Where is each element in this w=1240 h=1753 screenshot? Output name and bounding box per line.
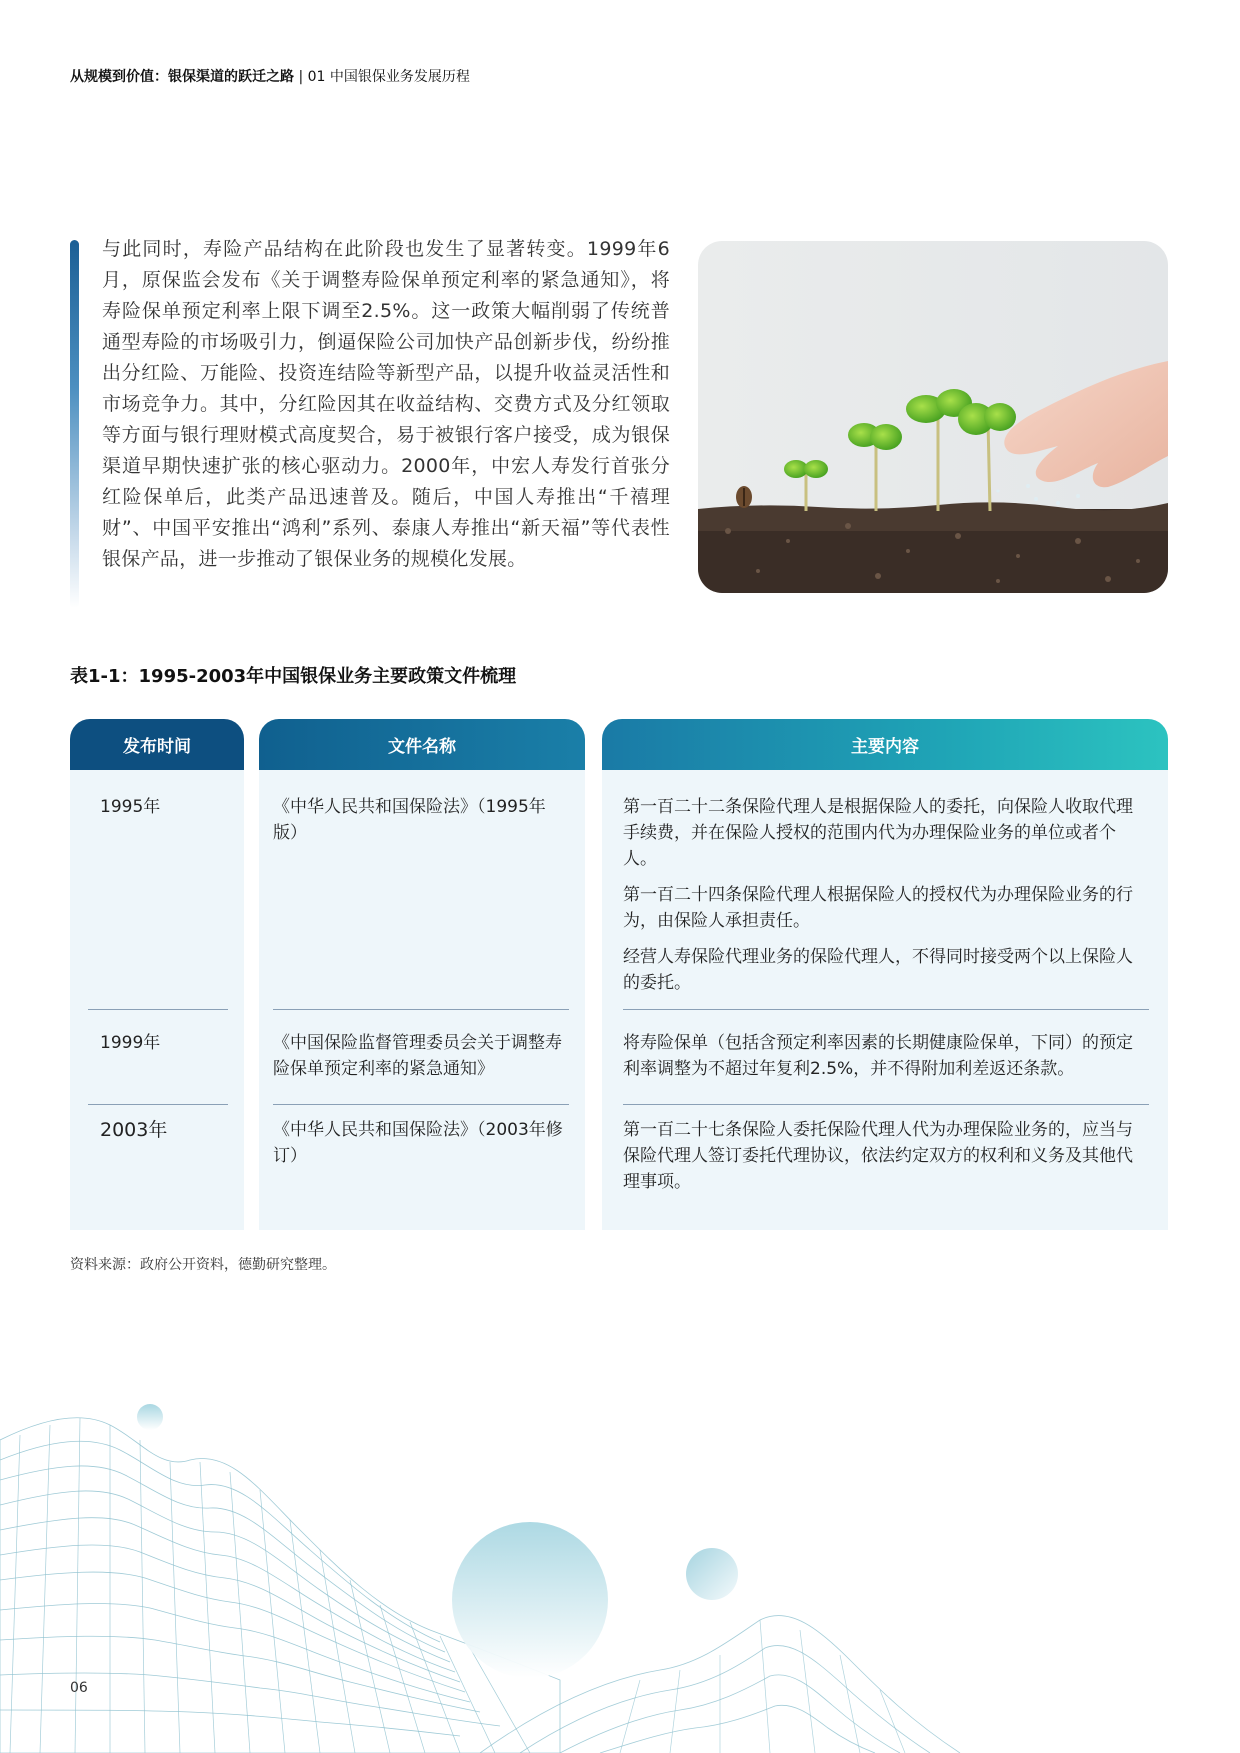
row-1999-content — [623, 1030, 1143, 1092]
report-title: 从规模到价值：银保渠道的跃迁之路 — [70, 69, 294, 85]
seedlings-photo — [698, 241, 1168, 593]
page-header — [70, 66, 470, 86]
row-2003-year: 2003年 — [100, 1119, 168, 1141]
row-divider — [88, 1104, 228, 1105]
row-2003-content — [623, 1117, 1143, 1205]
row-divider — [623, 1104, 1149, 1105]
content-paragraph: 第一百二十四条保险代理人根据保险人的授权代为办理保险业务的行为，由保险人承担责任。 — [623, 885, 1133, 931]
row-2003-document: 《中华人民共和国保险法》（2003年修订） — [273, 1120, 563, 1166]
row-1995-year: 1995年 — [100, 797, 161, 817]
content-paragraph: 将寿险保单（包括含预定利率因素的长期健康险保单，下同）的预定利率调整为不超过年复利2.5%，并不得附加利差返还条款。 — [623, 1033, 1133, 1079]
source-note: 资料来源：政府公开资料，德勤研究整理。 — [70, 1257, 336, 1273]
page-number: 06 — [70, 1680, 88, 1696]
header-content: 主要内容 — [602, 719, 1168, 770]
intro-accent-bar — [70, 240, 79, 608]
row-1999-year: 1999年 — [100, 1033, 161, 1053]
row-1995-content — [623, 794, 1143, 1006]
content-paragraph: 经营人寿保险代理业务的保险代理人，不得同时接受两个以上保险人的委托。 — [623, 947, 1133, 993]
wireframe-mountains-decoration — [0, 1380, 1240, 1753]
content-paragraph: 第一百二十七条保险人委托保险代理人代为办理保险业务的，应当与保险代理人签订委托代理协议，依法约定双方的权利和义务及其他代理事项。 — [623, 1120, 1133, 1192]
content-paragraph: 第一百二十二条保险代理人是根据保险人的委托，向保险人收取代理手续费，并在保险人授权的范围内代为办理保险业务的单位或者个人。 — [623, 797, 1133, 869]
intro-paragraph: 与此同时，寿险产品结构在此阶段也发生了显著转变。1999年6月，原保监会发布《关于调整寿险保单预定利率的紧急通知》，将寿险保单预定利率上限下调至2.5%。这一政策大幅削弱了传统普通型寿险的市场吸引力，倒逼保险公司加快产品创新步伐，纷纷推出分红险、万能险、投资连结险等新型产品，以提升收益灵活性和市场竞争力。其中，分红险因其在收益结构、交费方式及分红领取等方面与银行理财模式高度契合，易于被银行客户接受，成为银保渠道早期快速扩张的核心驱动力。2000年，中宏人寿发行首张分红险保单后，此类产品迅速普及。随后，中国人寿推出“千禧理财”、中国平安推出“鸿利”系列、泰康人寿推出“新天福”等代表性银保产品，进一步推动了银保业务的规模化发展。 — [102, 238, 670, 570]
header-document: 文件名称 — [259, 719, 585, 770]
header-separator: | — [298, 69, 304, 85]
row-divider — [623, 1009, 1149, 1010]
row-divider — [88, 1009, 228, 1010]
table-title: 表1-1：1995-2003年中国银保业务主要政策文件梳理 — [70, 666, 517, 687]
row-divider — [273, 1009, 569, 1010]
section-title: 01 中国银保业务发展历程 — [307, 69, 470, 85]
row-1995-document: 《中华人民共和国保险法》（1995年版） — [273, 797, 546, 843]
row-divider — [273, 1104, 569, 1105]
row-1999-document: 《中国保险监督管理委员会关于调整寿险保单预定利率的紧急通知》 — [273, 1033, 562, 1079]
header-date: 发布时间 — [70, 719, 244, 770]
